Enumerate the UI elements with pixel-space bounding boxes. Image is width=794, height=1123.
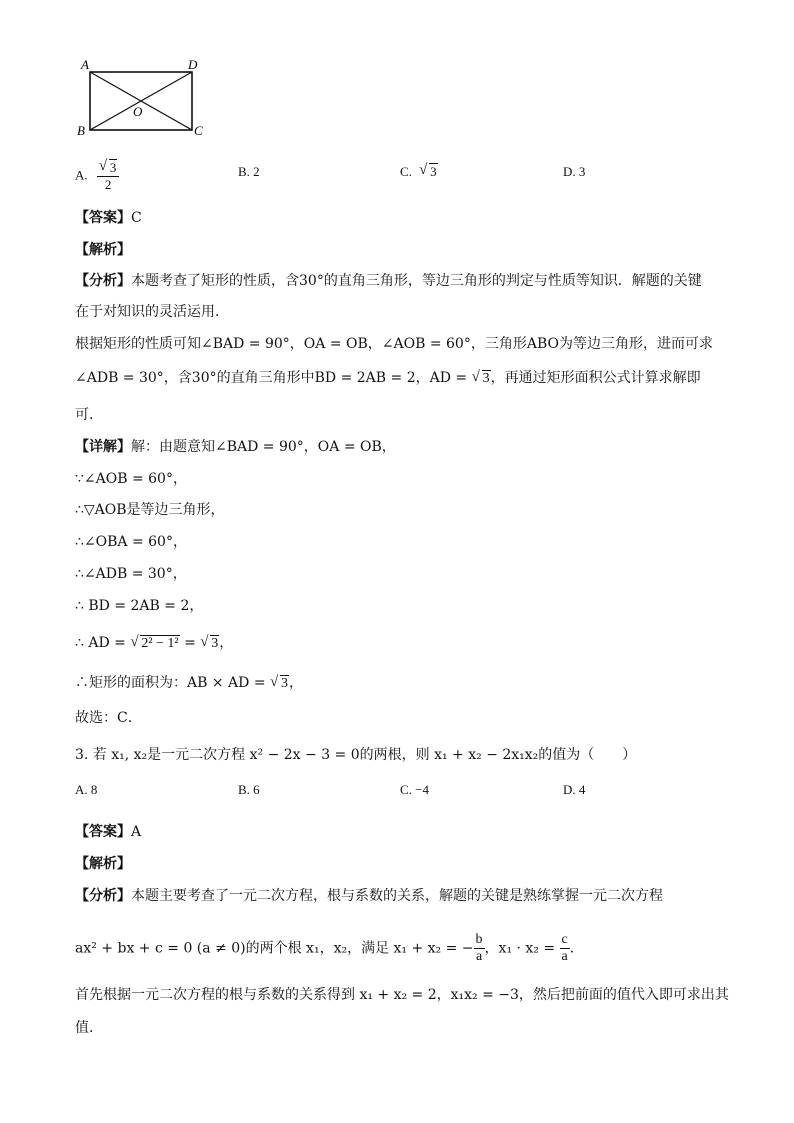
fenxi-4-a: ∠ADB = 30°，含30°的直角三角形中BD = 2AB = 2，AD = xyxy=(75,370,472,386)
detail-text-1: 解：由题意知∠BAD = 90°，OA = OB， xyxy=(131,439,396,455)
q3-answer-value: A xyxy=(131,824,142,840)
q3-answer-tag: 【答案】 xyxy=(75,824,131,840)
q2-fenxi-5: 可． xyxy=(75,407,103,423)
answer-tag: 【答案】 xyxy=(75,210,131,226)
q3-fenxi-1 xyxy=(75,886,663,906)
q2-fenxi-4 xyxy=(75,368,701,389)
q3-frac-c: c xyxy=(561,932,568,947)
q3-option-d: D. 4 xyxy=(563,782,586,797)
q2-step-6 xyxy=(75,633,233,654)
answer-value: C xyxy=(131,210,142,226)
q3-fenxi-tag: 【分析】 xyxy=(75,888,131,904)
label-c: C xyxy=(194,123,203,138)
q2-step-4: ∴∠ADB = 30°， xyxy=(75,566,187,582)
step-7-end: ， xyxy=(289,675,303,691)
option-a-denominator: 2 xyxy=(104,177,112,192)
q3-option-b: B. 6 xyxy=(238,782,260,797)
step-7-prefix: ∴矩形的面积为：AB × AD = xyxy=(75,675,270,691)
q3-fenxi-2 xyxy=(75,932,584,965)
q3-fenxi-2-mid: ，x₁ · x₂ = xyxy=(484,940,560,957)
step-7-value: 3 xyxy=(281,676,288,691)
q3-option-c: C. −4 xyxy=(400,782,430,797)
q3-analysis-tag: 【解析】 xyxy=(75,856,131,872)
option-c-label: C. xyxy=(400,164,412,179)
fenxi-tag: 【分析】 xyxy=(75,273,131,289)
q2-step-2: ∴▽AOB是等边三角形， xyxy=(75,502,225,518)
q3-frac-a2: a xyxy=(561,949,568,964)
label-a: A xyxy=(81,57,89,72)
q3-option-a: A. 8 xyxy=(75,782,98,797)
q2-step-3: ∴∠OBA = 60°， xyxy=(75,534,187,550)
q2-step-1: ∵∠AOB = 60°， xyxy=(75,471,187,487)
q2-fenxi-1 xyxy=(75,271,702,291)
q3-fenxi-3: 首先根据一元二次方程的根与系数的关系得到 x₁ + x₂ = 2，x₁x₂ = −3，然后把前面的值代入即可求出其 xyxy=(75,987,729,1003)
detail-tag: 【详解】 xyxy=(75,439,131,455)
q2-fenxi-3: 根据矩形的性质可知∠BAD = 90°，OA = OB，∠AOB = 60°，三角形ABO为等边三角形，进而可求 xyxy=(75,336,713,352)
q2-step-7 xyxy=(75,673,303,694)
q2-analysis-tag: 【解析】 xyxy=(75,242,131,258)
step-6-prefix: ∴ AD = xyxy=(75,635,131,651)
label-b: B xyxy=(77,123,85,138)
q3-fenxi-text-1: 本题主要考查了一元二次方程，根与系数的关系，解题的关键是熟练掌握一元二次方程 xyxy=(131,888,663,904)
q3-answer xyxy=(75,822,141,842)
q2-step-5: ∴ BD = 2AB = 2， xyxy=(75,598,204,614)
q2-detail-1 xyxy=(75,437,396,457)
q3-frac-b: b xyxy=(475,932,483,947)
q3-fenxi-2-end: ． xyxy=(569,940,584,957)
q3-fenxi-4: 值． xyxy=(75,1020,103,1036)
q2-fenxi-2: 在于对知识的灵活运用． xyxy=(75,304,229,320)
option-a-fraction xyxy=(97,160,120,193)
label-d: D xyxy=(188,57,198,72)
option-c xyxy=(400,162,438,182)
q3-stem: 3. 若 x₁, x₂是一元二次方程 x² − 2x − 3 = 0的两根，则 x₁ + x₂ − 2x₁x₂的值为（ ） xyxy=(75,747,637,763)
step-6-mid: = xyxy=(179,635,201,651)
fenxi-4-sqrt: 3 xyxy=(482,371,490,386)
q3-frac-a1: a xyxy=(475,949,483,964)
q2-answer xyxy=(75,208,142,228)
option-b: B. 2 xyxy=(238,164,260,179)
fenxi-4-c: ，再通过矩形面积公式计算求解即 xyxy=(490,370,701,386)
fenxi-text-1: 本题考查了矩形的性质，含30°的直角三角形，等边三角形的判定与性质等知识．解题的关键 xyxy=(131,273,702,289)
option-a xyxy=(75,160,119,193)
option-c-value: 3 xyxy=(430,164,437,179)
option-a-label: A. xyxy=(75,167,88,183)
step-6-end: ， xyxy=(219,635,234,651)
step-6-value: 3 xyxy=(211,636,219,651)
step-6-radicand: 2² − 1² xyxy=(141,636,179,651)
q3-fenxi-2-a: ax² + bx + c = 0 (a ≠ 0)的两个根 x₁，x₂，满足 x₁ + x₂ = − xyxy=(75,940,474,957)
rectangle-figure xyxy=(72,52,212,142)
option-d: D. 3 xyxy=(563,164,586,179)
q2-choose: 故选：C． xyxy=(75,710,142,726)
option-a-numerator: 3 xyxy=(109,160,117,175)
label-o: O xyxy=(133,104,143,119)
